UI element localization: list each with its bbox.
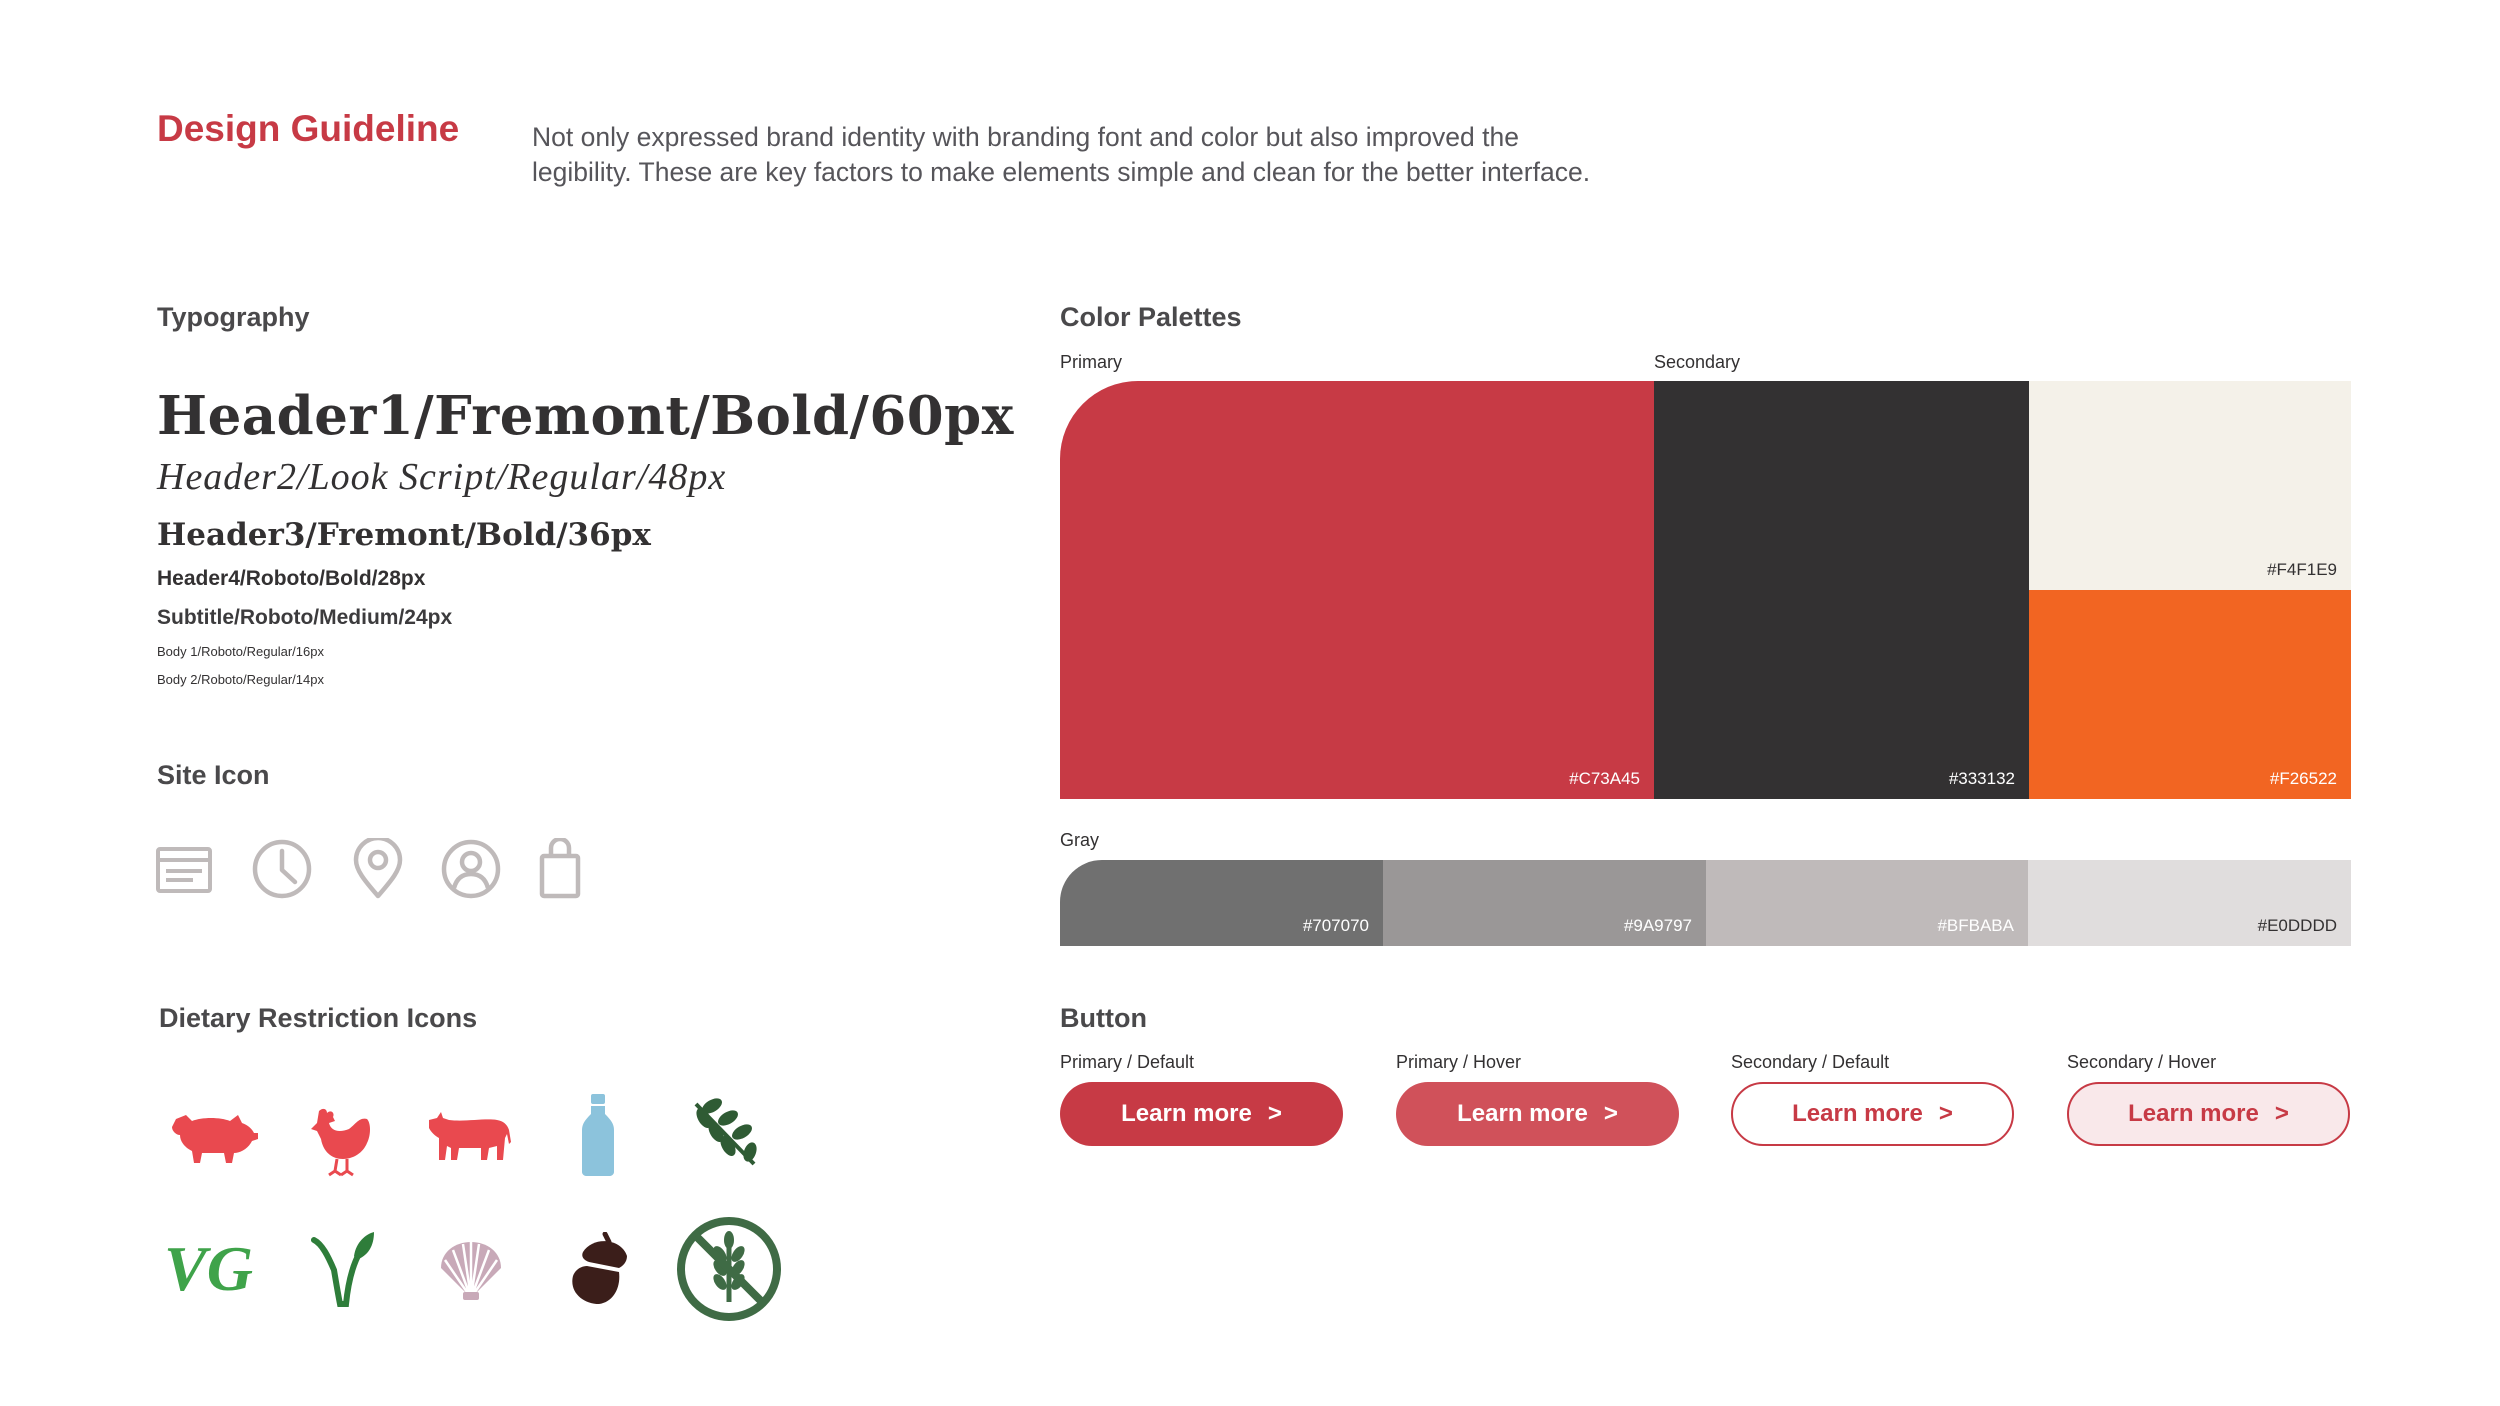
gluten-free-icon [676, 1216, 782, 1322]
chevron-right-icon: > [1603, 1100, 1618, 1127]
button-section-title: Button [1060, 1003, 1147, 1033]
learn-more-button-secondary-hover[interactable] [2067, 1082, 2350, 1146]
primary-palette-label: Primary [1060, 352, 1122, 372]
location-pin-icon [352, 838, 404, 900]
learn-more-button-primary-hover[interactable] [1396, 1082, 1679, 1146]
typography-sample-h3: Header3/Fremont/Bold/36px [157, 517, 651, 553]
pig-icon [168, 1105, 260, 1165]
gray-palette-label: Gray [1060, 830, 1100, 850]
clock-icon [251, 838, 313, 900]
shopping-bag-icon [538, 838, 582, 900]
gray-swatch-1 [1060, 860, 1383, 946]
chicken-icon [305, 1105, 375, 1177]
gray-hex-2: #9A9797 [1623, 916, 1692, 935]
secondary-swatch-cream [2029, 381, 2351, 590]
intro-paragraph: Not only expressed brand identity with branding font and color but also improved the legibility. These are key factors to make elements simple and clean for the better interface. [532, 122, 1591, 187]
typography-sample-h4: Header4/Roboto/Bold/28px [157, 567, 426, 590]
typography-sample-subtitle: Subtitle/Roboto/Medium/24px [157, 606, 453, 629]
secondary-swatch-dark [1654, 381, 2029, 799]
secondary-hex-dark: #333132 [1948, 769, 2015, 788]
typography-sample-h2: Header2/Look Script/Regular/48px [157, 456, 727, 498]
herb-leaf-icon [690, 1098, 760, 1170]
gray-swatch-4 [2028, 860, 2351, 946]
button-label-secondary-default: Secondary / Default [1731, 1052, 1890, 1072]
gray-hex-3: #BFBABA [1937, 916, 2014, 935]
chevron-right-icon: > [1267, 1100, 1282, 1127]
color-palettes-title: Color Palettes [1060, 302, 1242, 332]
milk-bottle-icon [580, 1092, 616, 1176]
tree-nut-icon [565, 1232, 631, 1308]
button-label-primary-hover: Primary / Hover [1396, 1052, 1522, 1072]
vegan-sprout-icon [310, 1230, 376, 1308]
chevron-right-icon: > [1938, 1100, 1953, 1127]
vegetarian-icon: VG [164, 1233, 253, 1304]
learn-more-button-primary-default[interactable] [1060, 1082, 1343, 1146]
typography-title: Typography [157, 302, 310, 332]
primary-swatch [1060, 381, 1654, 799]
gray-hex-4: #E0DDDD [2257, 916, 2337, 935]
typography-sample-body1: Body 1/Roboto/Regular/16px [157, 644, 324, 659]
site-icon-title: Site Icon [157, 760, 270, 790]
secondary-swatch-orange [2029, 590, 2351, 799]
gray-swatch-3 [1706, 860, 2028, 946]
button-text: Learn more [2128, 1100, 2259, 1127]
shellfish-icon [435, 1238, 507, 1302]
typography-sample-body2: Body 2/Roboto/Regular/14px [157, 672, 324, 687]
dietary-icons-title: Dietary Restriction Icons [159, 1003, 478, 1033]
typography-sample-h1: Header1/Fremont/Bold/60px [157, 385, 1014, 447]
gray-swatch-2 [1383, 860, 1706, 946]
button-text: Learn more [1457, 1100, 1588, 1127]
button-label-primary-default: Primary / Default [1060, 1052, 1195, 1072]
gray-hex-1: #707070 [1302, 916, 1369, 935]
secondary-hex-cream: #F4F1E9 [2267, 560, 2337, 579]
chevron-right-icon: > [2274, 1100, 2289, 1127]
primary-hex: #C73A45 [1569, 769, 1640, 788]
button-label-secondary-hover: Secondary / Hover [2067, 1052, 2217, 1072]
learn-more-button-secondary-default[interactable] [1731, 1082, 2014, 1146]
button-text: Learn more [1121, 1100, 1252, 1127]
cow-icon [425, 1108, 515, 1164]
user-icon [440, 838, 502, 900]
secondary-hex-orange: #F26522 [2269, 769, 2337, 788]
button-text: Learn more [1792, 1100, 1923, 1127]
menu-card-icon [155, 845, 215, 897]
page-title: Design Guideline [157, 108, 460, 149]
secondary-palette-label: Secondary [1654, 352, 1741, 372]
